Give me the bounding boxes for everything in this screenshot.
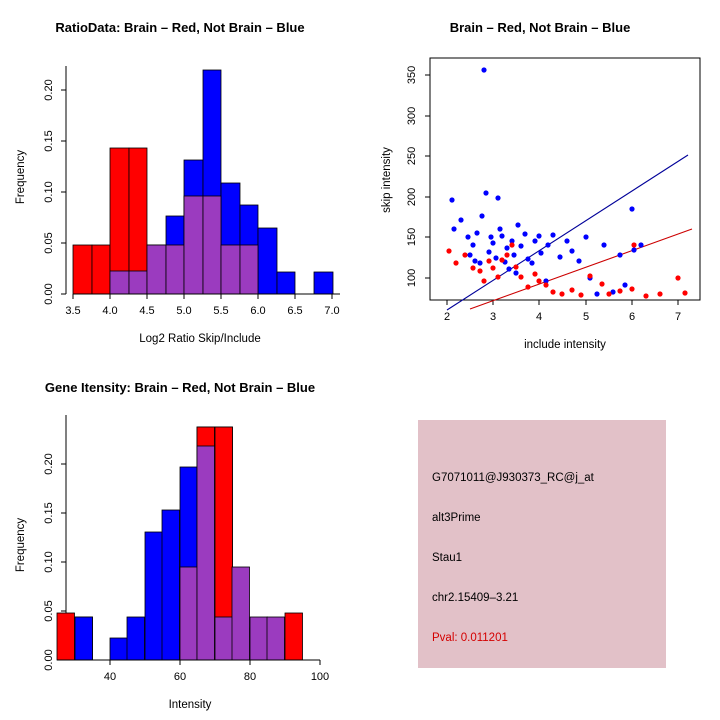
hist-gene-plot <box>0 360 360 720</box>
x-tick-label: 5.5 <box>213 305 229 317</box>
pvalue: Pval: 0.011201 <box>432 632 508 644</box>
x-axis <box>57 660 329 711</box>
hist-ratio-ylabel: Frequency <box>15 149 27 205</box>
y-tick-label: 100 <box>406 268 418 288</box>
x-tick-label: 4.5 <box>139 305 155 317</box>
y-tick-label: 0.20 <box>43 453 55 475</box>
points-brain <box>446 242 687 298</box>
y-tick-label: 0.15 <box>43 130 55 152</box>
panel-hist-ratio-title: RatioData: Brain – Red, Not Brain – Blue <box>55 20 305 35</box>
x-tick-label: 5.0 <box>176 305 192 317</box>
x-tick-label: 4 <box>535 311 543 323</box>
y-tick-label: 150 <box>406 227 418 247</box>
x-tick-label: 7 <box>674 311 682 323</box>
x-tick-label: 6 <box>628 311 636 323</box>
x-tick-label: 7.0 <box>324 305 340 317</box>
y-tick-label: 0.10 <box>43 181 55 203</box>
y-tick-label: 250 <box>406 146 418 166</box>
scatter-plot <box>360 0 720 360</box>
y-tick-label: 0.15 <box>43 502 55 524</box>
points-not-brain <box>449 67 643 296</box>
panel-scatter-title: Brain – Red, Not Brain – Blue <box>449 20 631 35</box>
y-tick-label: 350 <box>406 65 418 85</box>
x-tick-label: 3 <box>489 311 497 323</box>
panel-hist-ratio <box>0 0 360 360</box>
panel-hist-gene <box>0 360 360 720</box>
y-tick-label: 0.10 <box>43 551 55 573</box>
y-tick-label: 300 <box>406 106 418 126</box>
gene-symbol: Stau1 <box>432 552 463 564</box>
x-tick-label: 2 <box>443 311 451 323</box>
x-tick-label: 5 <box>582 311 590 323</box>
plot-frame <box>430 58 700 300</box>
hist-ratio-plot <box>0 0 360 360</box>
y-tick-label: 0.05 <box>43 600 55 622</box>
y-tick-label: 0.05 <box>43 232 55 254</box>
scatter-xlabel: include intensity <box>524 339 606 351</box>
x-axis <box>65 294 340 345</box>
panel-hist-gene-title: Gene Itensity: Brain – Red, Not Brain – Blue <box>44 380 316 395</box>
fit-lines <box>447 155 692 310</box>
y-axis <box>15 66 66 305</box>
y-tick-label: 0.20 <box>43 79 55 101</box>
x-tick-label: 6.0 <box>250 305 266 317</box>
y-tick-label: 200 <box>406 187 418 207</box>
x-axis <box>444 300 681 351</box>
x-tick-label: 60 <box>173 671 187 683</box>
hist-ratio-xlabel: Log2 Ratio Skip/Include <box>139 333 261 345</box>
y-tick-label: 0.00 <box>43 283 55 305</box>
gene-info-box <box>418 420 666 668</box>
y-tick-label: 0.00 <box>43 649 55 671</box>
y-axis <box>381 66 430 287</box>
x-tick-label: 4.0 <box>102 305 118 317</box>
scatter-ylabel: skip intensity <box>381 147 393 213</box>
probe-id: G7071011@J930373_RC@j_at <box>432 472 594 484</box>
event-type: alt3Prime <box>432 512 481 524</box>
x-tick-label: 80 <box>243 671 257 683</box>
x-tick-label: 6.5 <box>287 305 303 317</box>
hist-gene-ylabel: Frequency <box>15 517 27 573</box>
x-tick-label: 3.5 <box>65 305 81 317</box>
x-tick-label: 100 <box>310 671 330 683</box>
x-tick-label: 40 <box>103 671 117 683</box>
panel-scatter <box>360 0 720 360</box>
hist-gene-xlabel: Intensity <box>168 699 212 711</box>
locus: chr2.15409–3.21 <box>432 592 519 604</box>
